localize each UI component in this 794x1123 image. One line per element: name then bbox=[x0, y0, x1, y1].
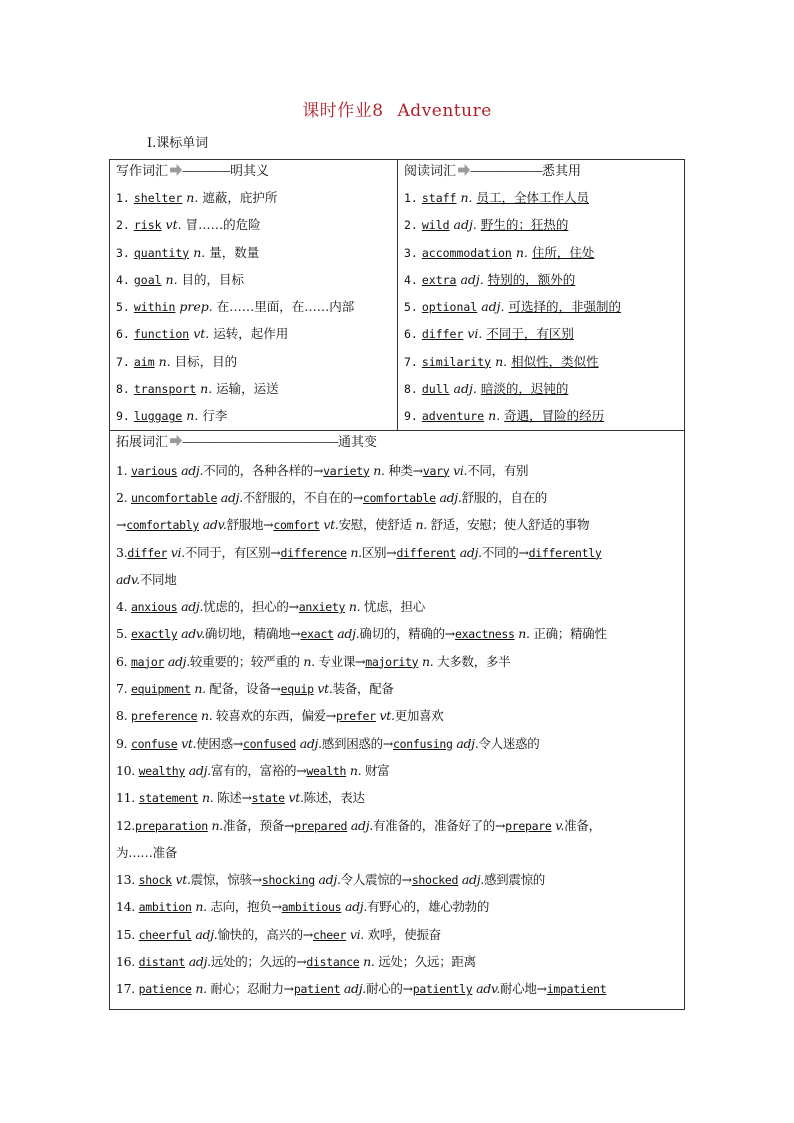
item-number: 2. bbox=[404, 218, 418, 233]
arrow-icon bbox=[458, 164, 470, 176]
part-of-speech: adj. bbox=[456, 735, 479, 751]
vocab-word: distance bbox=[306, 955, 360, 970]
word-meaning: 可选择的，非强制的 bbox=[508, 299, 622, 315]
line-text: 有野心的，雄心勃勃的 bbox=[367, 899, 490, 915]
vocab-word: shock bbox=[138, 873, 172, 888]
item-number: 3. bbox=[116, 245, 130, 260]
line-text: 感到震惊的 bbox=[483, 872, 545, 888]
line-text: 志向，抱负→ bbox=[206, 899, 282, 915]
line-text: 13. bbox=[116, 872, 139, 888]
item-number: 7. bbox=[404, 354, 418, 369]
item-number: 1. bbox=[116, 191, 130, 205]
part-of-speech: prep. bbox=[179, 299, 213, 315]
line-text: 耐心的→ bbox=[366, 981, 413, 997]
vocab-row bbox=[110, 266, 397, 293]
expand-line bbox=[116, 921, 684, 948]
item-number: 2. bbox=[116, 218, 130, 233]
part-of-speech: n. bbox=[460, 190, 473, 205]
section-label: Ⅰ.课标单词 bbox=[147, 136, 209, 151]
part-of-speech: adv. bbox=[181, 626, 205, 642]
line-text: 不同的，各种各样的→ bbox=[203, 462, 324, 478]
vocab-word: goal bbox=[133, 272, 162, 287]
line-text: 8. bbox=[116, 708, 131, 724]
word-meaning: 在……里面，在……内部 bbox=[216, 299, 355, 315]
line-text: 正确；精确性 bbox=[529, 626, 607, 642]
item-number: 5. bbox=[116, 300, 130, 315]
word-meaning: 运输，运送 bbox=[216, 381, 279, 397]
writing-heading: 写作词汇 ————明其义 bbox=[116, 164, 270, 179]
part-of-speech: vt. bbox=[175, 872, 191, 888]
line-text: 不舒服的，不自在的→ bbox=[242, 489, 363, 505]
line-text: 富有的，富裕的→ bbox=[210, 762, 307, 778]
expand-line bbox=[116, 757, 684, 784]
line-text: 舒适，安慰；使人舒适的事物 bbox=[426, 517, 590, 533]
expand-line bbox=[116, 675, 684, 702]
vocab-word: variety bbox=[323, 463, 370, 478]
vocab-word: patiently bbox=[412, 982, 473, 997]
vocab-word: state bbox=[251, 791, 285, 806]
expand-line bbox=[116, 511, 684, 538]
expand-line bbox=[116, 839, 684, 866]
expand-line bbox=[116, 893, 684, 920]
vocab-word: accommodation bbox=[421, 245, 512, 260]
word-meaning: 野生的；狂热的 bbox=[480, 217, 569, 233]
vocab-row bbox=[398, 211, 684, 238]
part-of-speech: vi. bbox=[467, 326, 483, 342]
item-number: 1. bbox=[404, 191, 418, 205]
word-meaning: 量，数量 bbox=[209, 244, 260, 260]
vocab-row bbox=[110, 293, 397, 320]
line-text: 12. bbox=[116, 817, 135, 833]
vocab-word: optional bbox=[421, 300, 478, 315]
vocab-row bbox=[398, 348, 684, 375]
item-number: 6. bbox=[404, 327, 418, 342]
word-meaning: 相似性，类似性 bbox=[511, 353, 599, 369]
vocab-word: comfortably bbox=[126, 518, 200, 533]
word-meaning: 不同于，有区别 bbox=[486, 326, 574, 342]
line-text: 不同，有别 bbox=[467, 462, 529, 478]
line-text: 装备，配备 bbox=[332, 681, 394, 697]
part-of-speech: adj. bbox=[337, 626, 360, 642]
line-text: 确切地，精确地→ bbox=[204, 626, 301, 642]
part-of-speech: n. bbox=[495, 353, 508, 369]
word-meaning: 目标，目的 bbox=[174, 353, 238, 369]
expand-heading: 拓展词汇 —————————————通其变 bbox=[116, 434, 378, 450]
expand-line bbox=[116, 948, 684, 975]
part-of-speech: n. bbox=[201, 790, 214, 806]
vocab-word: difference bbox=[280, 545, 347, 560]
vocab-word: anxious bbox=[131, 600, 178, 615]
part-of-speech: adj. bbox=[299, 735, 322, 751]
expand-line bbox=[116, 593, 684, 620]
line-text: 5. bbox=[116, 626, 131, 642]
part-of-speech: n. bbox=[200, 708, 213, 724]
vocab-word: major bbox=[131, 654, 165, 669]
part-of-speech: adj. bbox=[460, 271, 484, 287]
line-text: 财富 bbox=[361, 762, 390, 778]
part-of-speech: vi. bbox=[170, 544, 185, 560]
line-text: 感到困惑的→ bbox=[321, 735, 393, 751]
title-cn: 课时作业8 bbox=[302, 101, 384, 121]
page-title bbox=[0, 96, 794, 121]
part-of-speech: n. bbox=[349, 762, 362, 778]
line-text: 远处；久远；距离 bbox=[374, 954, 476, 970]
vocab-word: confusing bbox=[393, 736, 453, 751]
vocab-word: wealthy bbox=[138, 763, 186, 778]
vocab-word: anxiety bbox=[298, 600, 346, 615]
writing-list bbox=[110, 184, 397, 430]
line-text: 准备，预备→ bbox=[222, 817, 295, 833]
line-text: 4. bbox=[116, 599, 131, 615]
line-text: 专业课→ bbox=[314, 653, 366, 669]
line-text: 9. bbox=[116, 735, 131, 751]
line-text: 远处的；久远的→ bbox=[210, 954, 307, 970]
word-meaning: 遮蔽，庇护所 bbox=[202, 190, 278, 205]
part-of-speech: n. bbox=[195, 899, 207, 915]
vocab-word: prepared bbox=[294, 818, 348, 833]
reading-vocab-cell bbox=[398, 160, 685, 431]
word-meaning: 员工，全体工作人员 bbox=[476, 190, 589, 205]
vocab-row bbox=[398, 375, 684, 402]
line-text: 令人震惊的→ bbox=[340, 872, 412, 888]
reading-list bbox=[398, 184, 684, 430]
part-of-speech: adv. bbox=[202, 517, 227, 533]
vocab-row bbox=[110, 348, 397, 375]
line-text: → bbox=[116, 517, 127, 533]
expand-line bbox=[116, 866, 684, 893]
expand-line bbox=[116, 784, 684, 811]
part-of-speech: n. bbox=[200, 381, 213, 397]
part-of-speech: vt. bbox=[288, 790, 304, 806]
expand-vocab-cell bbox=[110, 430, 685, 1009]
part-of-speech: adj. bbox=[344, 899, 368, 915]
vocab-row bbox=[398, 320, 684, 347]
vocab-word: differently bbox=[528, 545, 602, 560]
part-of-speech: adv. bbox=[116, 571, 140, 587]
part-of-speech: adj. bbox=[461, 872, 484, 888]
vocab-word: adventure bbox=[421, 409, 485, 424]
vocab-word: shelter bbox=[133, 191, 183, 205]
expand-line bbox=[116, 730, 684, 757]
part-of-speech: adj. bbox=[181, 462, 204, 478]
part-of-speech: adj. bbox=[167, 653, 190, 669]
part-of-speech: n. bbox=[350, 544, 362, 560]
vocab-word: exactly bbox=[131, 627, 178, 642]
vocab-word: comfort bbox=[273, 518, 320, 533]
vocab-word: risk bbox=[133, 218, 162, 233]
vocab-word: differ bbox=[127, 545, 168, 560]
part-of-speech: n. bbox=[193, 244, 206, 260]
vocab-word: ambition bbox=[138, 900, 192, 915]
line-text: 陈述，表达 bbox=[303, 790, 365, 806]
vocab-word: dull bbox=[421, 382, 450, 397]
vocab-word: majority bbox=[365, 654, 419, 669]
line-text: 17. bbox=[116, 981, 139, 997]
vocab-word: within bbox=[133, 300, 176, 315]
vocab-word: extra bbox=[421, 272, 457, 287]
part-of-speech: adj. bbox=[318, 872, 341, 888]
word-meaning: 目的，目标 bbox=[181, 271, 245, 287]
line-text: 陈述→ bbox=[213, 790, 252, 806]
vocab-word: various bbox=[131, 463, 178, 478]
word-meaning: 奇遇，冒险的经历 bbox=[504, 408, 605, 424]
vocab-row bbox=[398, 293, 684, 320]
part-of-speech: n. bbox=[488, 408, 501, 424]
line-text: 种类→ bbox=[384, 462, 423, 478]
part-of-speech: n. bbox=[303, 653, 315, 669]
part-of-speech: n. bbox=[348, 599, 361, 615]
word-meaning: 住所，住处 bbox=[531, 244, 595, 260]
vocab-word: luggage bbox=[133, 409, 183, 424]
vocab-word: preference bbox=[131, 709, 198, 724]
line-text: 3. bbox=[116, 544, 128, 560]
part-of-speech: adv. bbox=[476, 981, 500, 997]
vocab-word: equipment bbox=[131, 682, 191, 697]
item-number: 4. bbox=[404, 272, 418, 287]
vocab-word: equip bbox=[280, 682, 314, 697]
part-of-speech: n. bbox=[165, 271, 178, 287]
vocab-word: preparation bbox=[134, 818, 208, 833]
line-text: 15. bbox=[116, 926, 139, 942]
vocab-row bbox=[398, 239, 684, 266]
line-text: 确切的，精确的→ bbox=[359, 626, 455, 642]
part-of-speech: adj. bbox=[439, 489, 462, 505]
line-text: 安慰，使舒适 bbox=[338, 517, 416, 533]
vocab-word: patient bbox=[293, 982, 341, 997]
expand-line bbox=[116, 539, 684, 566]
part-of-speech: adj. bbox=[220, 489, 243, 505]
vocab-row bbox=[398, 184, 684, 211]
vocab-word: transport bbox=[133, 382, 197, 397]
line-text: 欢呼，使振奋 bbox=[363, 926, 441, 942]
line-text: 区别→ bbox=[361, 544, 397, 560]
expand-line bbox=[116, 648, 684, 675]
part-of-speech: vt. bbox=[323, 517, 339, 533]
vocab-word: uncomfortable bbox=[131, 490, 218, 505]
line-text: 大多数，多半 bbox=[433, 653, 511, 669]
line-text: 有准备的，准备好了的→ bbox=[372, 817, 506, 833]
word-meaning: 冒……的危险 bbox=[185, 217, 261, 233]
line-text: 不同的→ bbox=[481, 544, 529, 560]
line-text: 6. bbox=[116, 653, 131, 669]
line-text: 较重要的；较严重的 bbox=[189, 653, 304, 669]
part-of-speech: vt. bbox=[165, 217, 182, 233]
part-of-speech: n. bbox=[186, 190, 199, 205]
part-of-speech: n. bbox=[194, 681, 206, 697]
vocab-word: ambitious bbox=[281, 900, 342, 915]
part-of-speech: n. bbox=[195, 981, 207, 997]
line-text: 7. bbox=[116, 681, 131, 697]
line-text: 愉快的，高兴的→ bbox=[217, 926, 314, 942]
vocab-word: shocking bbox=[261, 873, 315, 888]
vocab-word: aim bbox=[133, 354, 155, 369]
vocab-word: vary bbox=[422, 463, 450, 478]
vocab-row bbox=[110, 239, 397, 266]
part-of-speech: vt. bbox=[193, 326, 210, 342]
word-meaning: 行李 bbox=[202, 408, 228, 424]
line-text: 更加喜欢 bbox=[394, 708, 444, 724]
vocab-row bbox=[110, 211, 397, 238]
item-number: 6. bbox=[116, 327, 130, 342]
expand-line bbox=[116, 566, 684, 593]
part-of-speech: adj. bbox=[343, 981, 367, 997]
expand-line bbox=[116, 702, 684, 729]
expand-line bbox=[116, 975, 684, 1002]
vocab-word: confused bbox=[243, 736, 297, 751]
vocab-word: prepare bbox=[505, 818, 552, 833]
part-of-speech: vi. bbox=[349, 926, 364, 942]
part-of-speech: adj. bbox=[188, 954, 211, 970]
word-meaning: 暗淡的，迟钝的 bbox=[480, 381, 569, 397]
vocab-word: impatient bbox=[546, 982, 607, 997]
part-of-speech: adj. bbox=[481, 299, 505, 315]
vocab-word: exact bbox=[300, 627, 334, 642]
line-text: 2. bbox=[116, 489, 131, 505]
vocab-word: exactness bbox=[454, 627, 515, 642]
word-meaning: 特别的，额外的 bbox=[487, 271, 576, 287]
part-of-speech: n. bbox=[515, 244, 528, 260]
line-text: 忧虑的，担心的→ bbox=[203, 599, 299, 615]
item-number: 5. bbox=[404, 300, 418, 315]
vocab-table bbox=[109, 159, 685, 1010]
vocab-word: quantity bbox=[133, 245, 190, 260]
vocab-word: statement bbox=[138, 791, 199, 806]
title-en: Adventure bbox=[397, 101, 492, 121]
part-of-speech: n. bbox=[363, 954, 375, 970]
vocab-word: distant bbox=[138, 955, 186, 970]
expand-line bbox=[116, 457, 684, 484]
arrow-icon bbox=[170, 164, 182, 176]
vocab-row bbox=[398, 266, 684, 293]
line-text: 10. bbox=[116, 762, 139, 778]
vocab-word: patience bbox=[138, 982, 192, 997]
part-of-speech: adj. bbox=[459, 544, 482, 560]
vocab-word: prefer bbox=[336, 709, 376, 724]
vocab-row bbox=[110, 402, 397, 429]
item-number: 4. bbox=[116, 272, 130, 287]
vocab-word: wild bbox=[421, 218, 450, 233]
vocab-row bbox=[110, 184, 397, 211]
part-of-speech: adj. bbox=[181, 599, 204, 615]
part-of-speech: vi. bbox=[453, 462, 468, 478]
line-text: 不同于，有区别→ bbox=[184, 544, 281, 560]
part-of-speech: vt. bbox=[317, 681, 333, 697]
expand-line bbox=[116, 620, 684, 647]
part-of-speech: n. bbox=[415, 517, 427, 533]
vocab-word: comfortable bbox=[362, 490, 436, 505]
vocab-word: wealth bbox=[306, 763, 347, 778]
item-number: 9. bbox=[404, 409, 418, 424]
vocab-word: similarity bbox=[421, 354, 492, 369]
vocab-word: differ bbox=[421, 327, 464, 342]
arrow-icon bbox=[170, 435, 182, 447]
part-of-speech: vt. bbox=[181, 735, 197, 751]
part-of-speech: adj. bbox=[453, 381, 477, 397]
part-of-speech: vt. bbox=[379, 708, 395, 724]
vocab-row bbox=[110, 320, 397, 347]
line-text: 耐心地→ bbox=[499, 981, 547, 997]
item-number: 9. bbox=[116, 409, 130, 424]
vocab-word: cheer bbox=[313, 927, 347, 942]
vocab-row bbox=[398, 402, 684, 429]
expand-list bbox=[110, 455, 684, 1009]
writing-vocab-cell bbox=[110, 160, 398, 431]
vocab-word: cheerful bbox=[138, 927, 192, 942]
item-number: 8. bbox=[404, 382, 418, 397]
item-number: 8. bbox=[116, 382, 130, 397]
reading-heading: 阅读词汇 ——————悉其用 bbox=[404, 164, 582, 179]
vocab-word: shocked bbox=[411, 873, 459, 888]
word-meaning: 运转，起作用 bbox=[213, 326, 289, 342]
item-number: 3. bbox=[404, 245, 418, 260]
line-text: 为……准备 bbox=[116, 844, 178, 860]
line-text: 配备，设备→ bbox=[205, 681, 281, 697]
part-of-speech: n. bbox=[186, 408, 199, 424]
line-text: 使困惑→ bbox=[196, 735, 244, 751]
item-number: 7. bbox=[116, 354, 130, 369]
part-of-speech: n. bbox=[211, 817, 223, 833]
part-of-speech: n. bbox=[158, 353, 171, 369]
line-text: 舒服的，自在的 bbox=[461, 489, 547, 505]
line-text: 令人迷惑的 bbox=[478, 735, 540, 751]
line-text: 震惊，惊骇→ bbox=[190, 872, 262, 888]
part-of-speech: n. bbox=[373, 462, 385, 478]
line-text: 11. bbox=[116, 790, 139, 806]
line-text: 1. bbox=[116, 462, 131, 478]
line-text: 舒服地→ bbox=[226, 517, 274, 533]
part-of-speech: adj. bbox=[350, 817, 373, 833]
vocab-word: staff bbox=[421, 191, 457, 205]
vocab-word: function bbox=[133, 327, 190, 342]
vocab-word: different bbox=[396, 545, 457, 560]
line-text: 较喜欢的东西，偏爱→ bbox=[212, 708, 337, 724]
line-text: 忧虑，担心 bbox=[360, 599, 425, 615]
line-text: 不同地 bbox=[139, 571, 177, 587]
line-text: 16. bbox=[116, 954, 139, 970]
expand-line bbox=[116, 812, 684, 839]
part-of-speech: n. bbox=[421, 653, 434, 669]
part-of-speech: adj. bbox=[195, 926, 218, 942]
part-of-speech: n. bbox=[518, 626, 530, 642]
line-text: 准备， bbox=[564, 817, 601, 833]
line-text: 14. bbox=[116, 899, 139, 915]
part-of-speech: v. bbox=[555, 817, 565, 833]
part-of-speech: adj. bbox=[188, 762, 211, 778]
vocab-row bbox=[110, 375, 397, 402]
vocab-word: confuse bbox=[131, 736, 178, 751]
part-of-speech: adj. bbox=[453, 217, 477, 233]
line-text: 耐心；忍耐力→ bbox=[206, 981, 294, 997]
expand-line bbox=[116, 484, 684, 511]
